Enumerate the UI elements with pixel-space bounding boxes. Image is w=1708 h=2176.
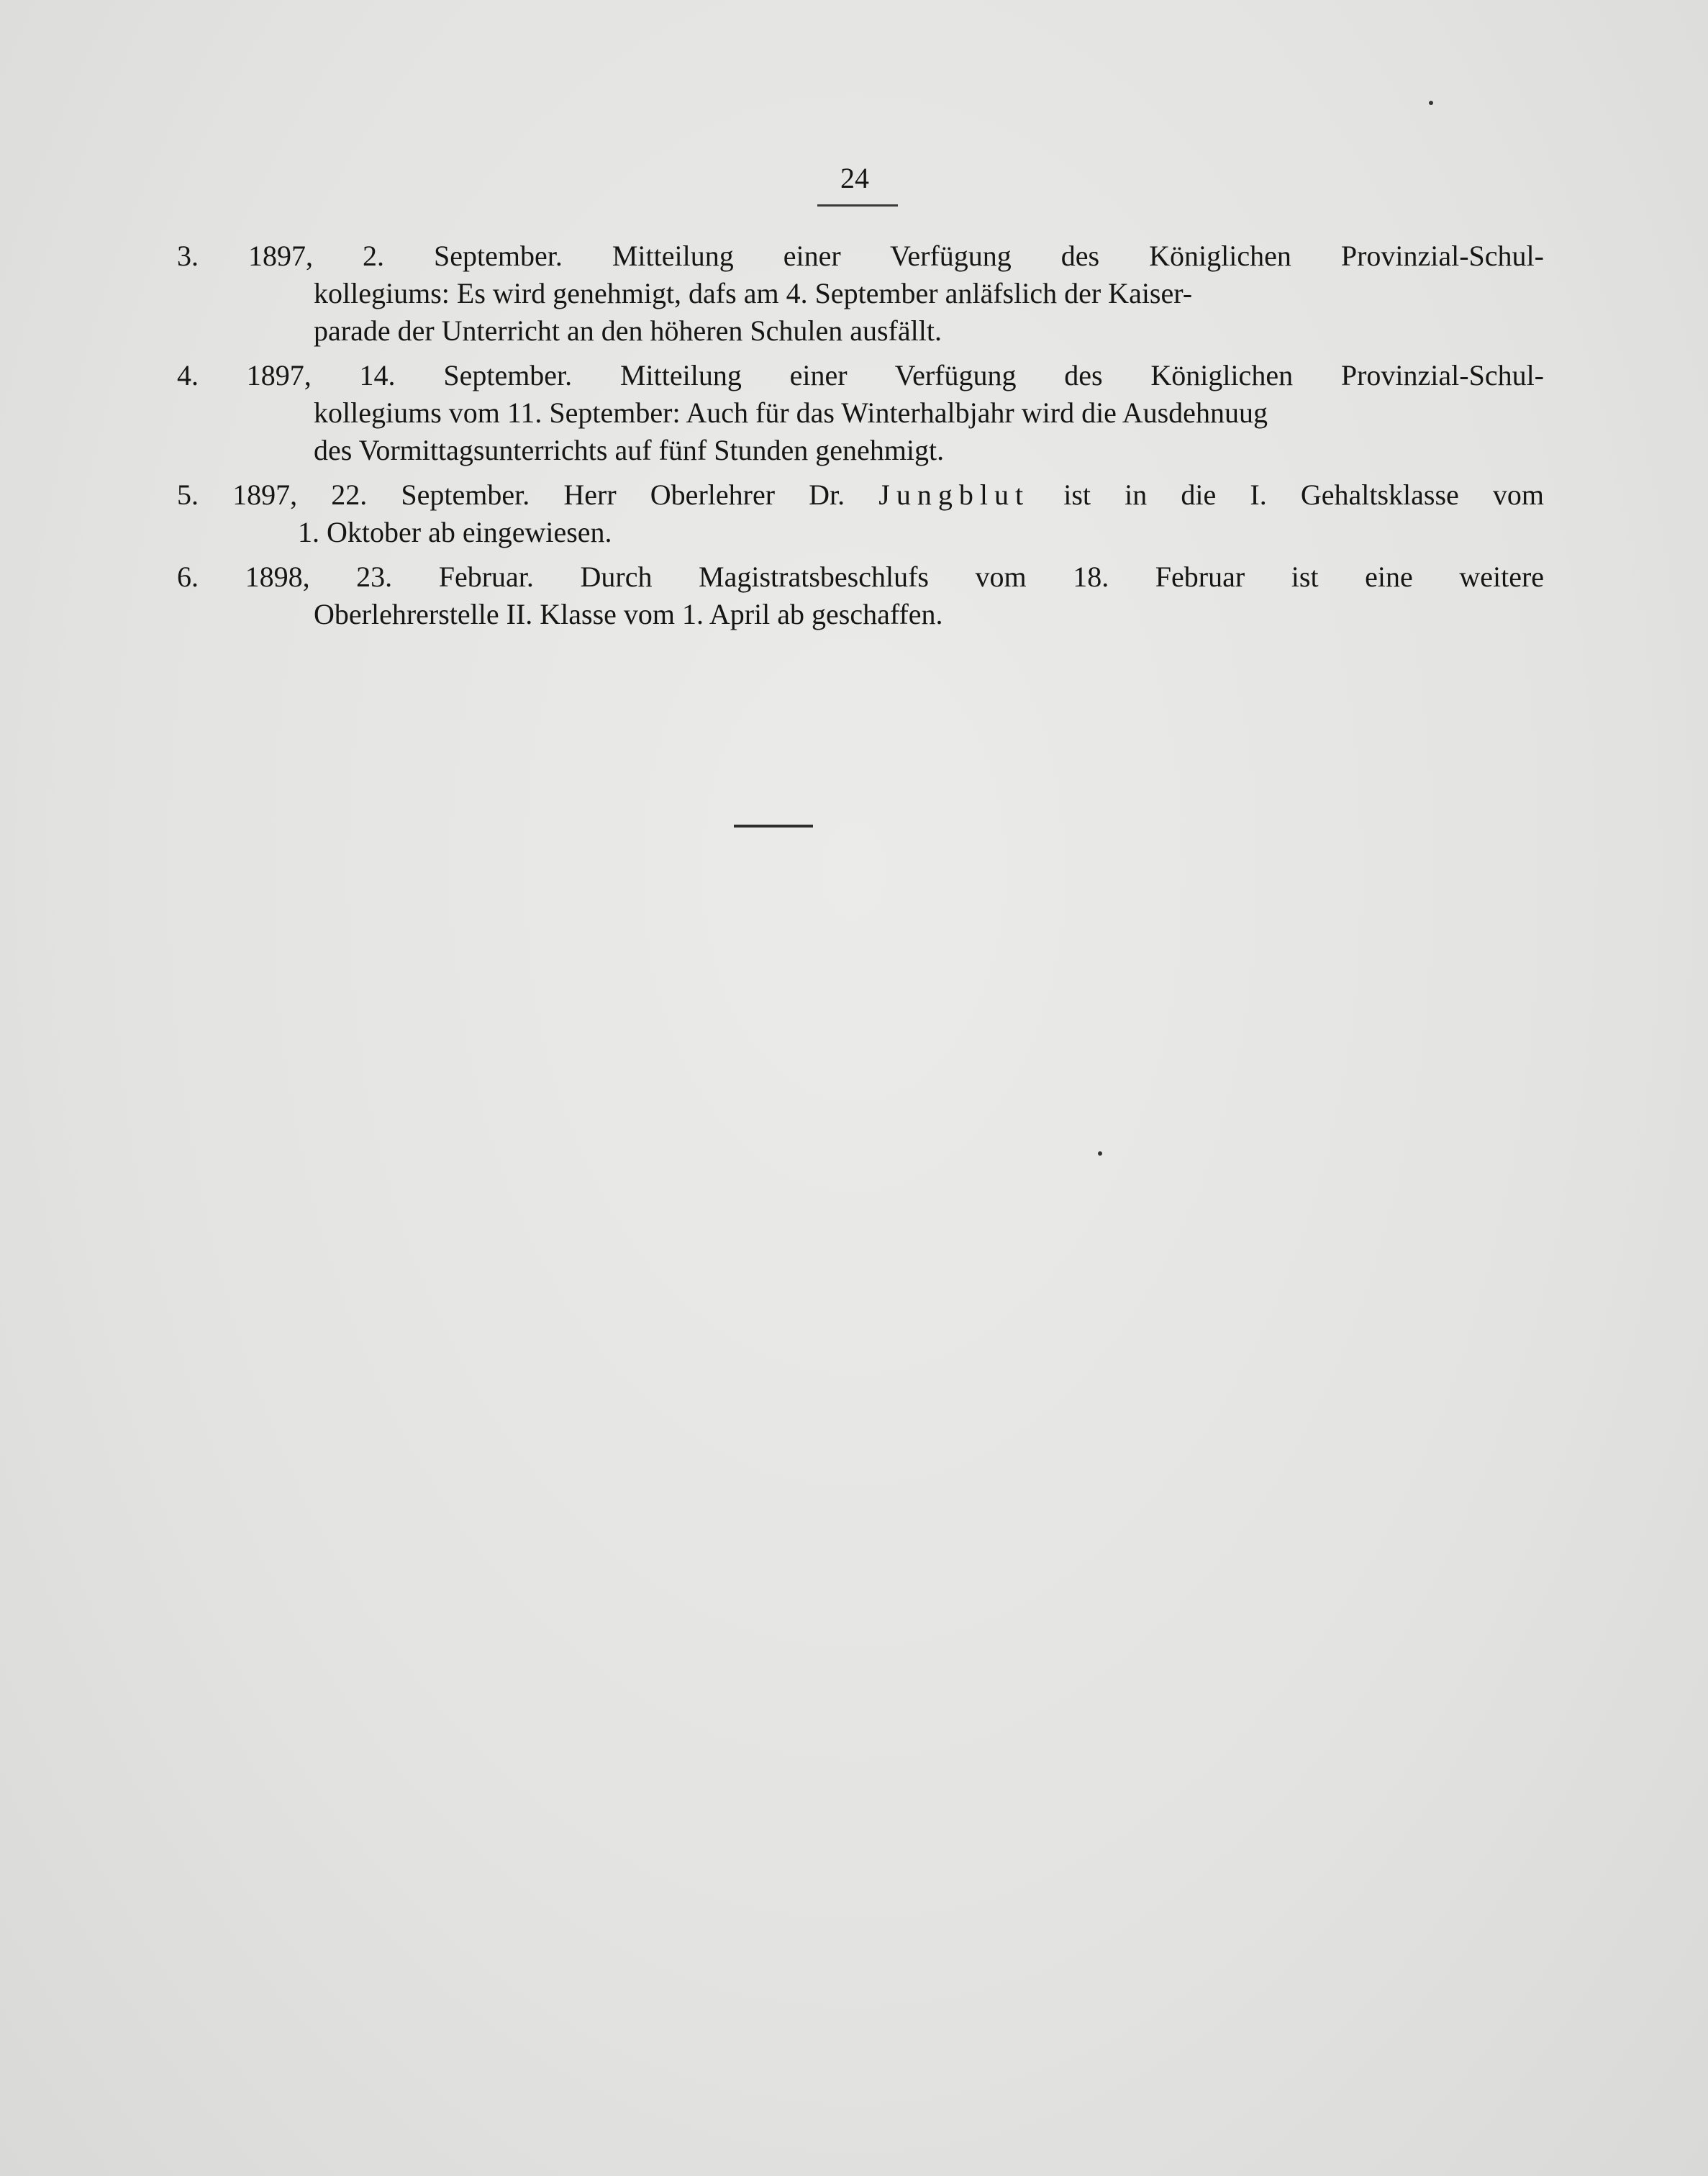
entry-continuation: kollegiums vom 11. September: Auch für das Winterhalbjahr wird die Ausdehnuug — [314, 396, 1268, 429]
entry-text: Durch Magistratsbeschlufs vom 18. Februar ist eine weitere — [580, 561, 1545, 593]
entry-number: 5. — [177, 479, 199, 511]
entry-item — [177, 357, 1544, 469]
scan-speck — [1098, 1151, 1102, 1156]
entry-first-line — [177, 476, 1544, 514]
entry-first-line — [177, 357, 1544, 394]
entry-item — [177, 237, 1544, 350]
entry-first-line — [177, 237, 1544, 275]
entry-date: 1897, 2. September. — [248, 240, 563, 272]
entry-first-line — [177, 558, 1544, 596]
scan-speck — [1429, 101, 1433, 105]
entry-number: 6. — [177, 561, 199, 593]
page-number: 24 — [840, 162, 869, 194]
entry-number: 3. — [177, 240, 199, 272]
entry-item — [177, 558, 1544, 633]
scan-rule-mark — [734, 825, 813, 828]
entry-text: ist in die I. Gehaltsklasse vom — [1063, 479, 1545, 511]
entry-number: 4. — [177, 359, 199, 391]
entry-date: 1897, 22. September. — [232, 479, 530, 511]
entry-continuation: des Vormittagsunterrichts auf fünf Stunden genehmigt. — [314, 434, 945, 466]
entry-date: 1897, 14. September. — [246, 359, 573, 391]
entry-text: Mitteilung einer Verfügung des Königlichen Provinzial-Schul- — [612, 240, 1544, 272]
entry-continuation: parade der Unterricht an den höheren Schulen ausfällt. — [314, 314, 942, 347]
entry-continuation: Oberlehrerstelle II. Klasse vom 1. April ab geschaffen. — [314, 598, 943, 630]
page-number-rule — [817, 204, 898, 207]
entry-list — [177, 237, 1544, 640]
entry-person-name: Jungblut — [878, 479, 1030, 511]
entry-text: Mitteilung einer Verfügung des Königlichen Provinzial-Schul- — [619, 359, 1545, 391]
entry-date: 1898, 23. Februar. — [245, 561, 534, 593]
entry-text: Herr Oberlehrer Dr. — [563, 479, 845, 511]
entry-item — [177, 476, 1544, 551]
entry-continuation: kollegiums: Es wird genehmigt, dafs am 4. September anläfslich der Kaiser- — [314, 277, 1193, 309]
entry-continuation: 1. Oktober ab eingewiesen. — [298, 516, 612, 548]
